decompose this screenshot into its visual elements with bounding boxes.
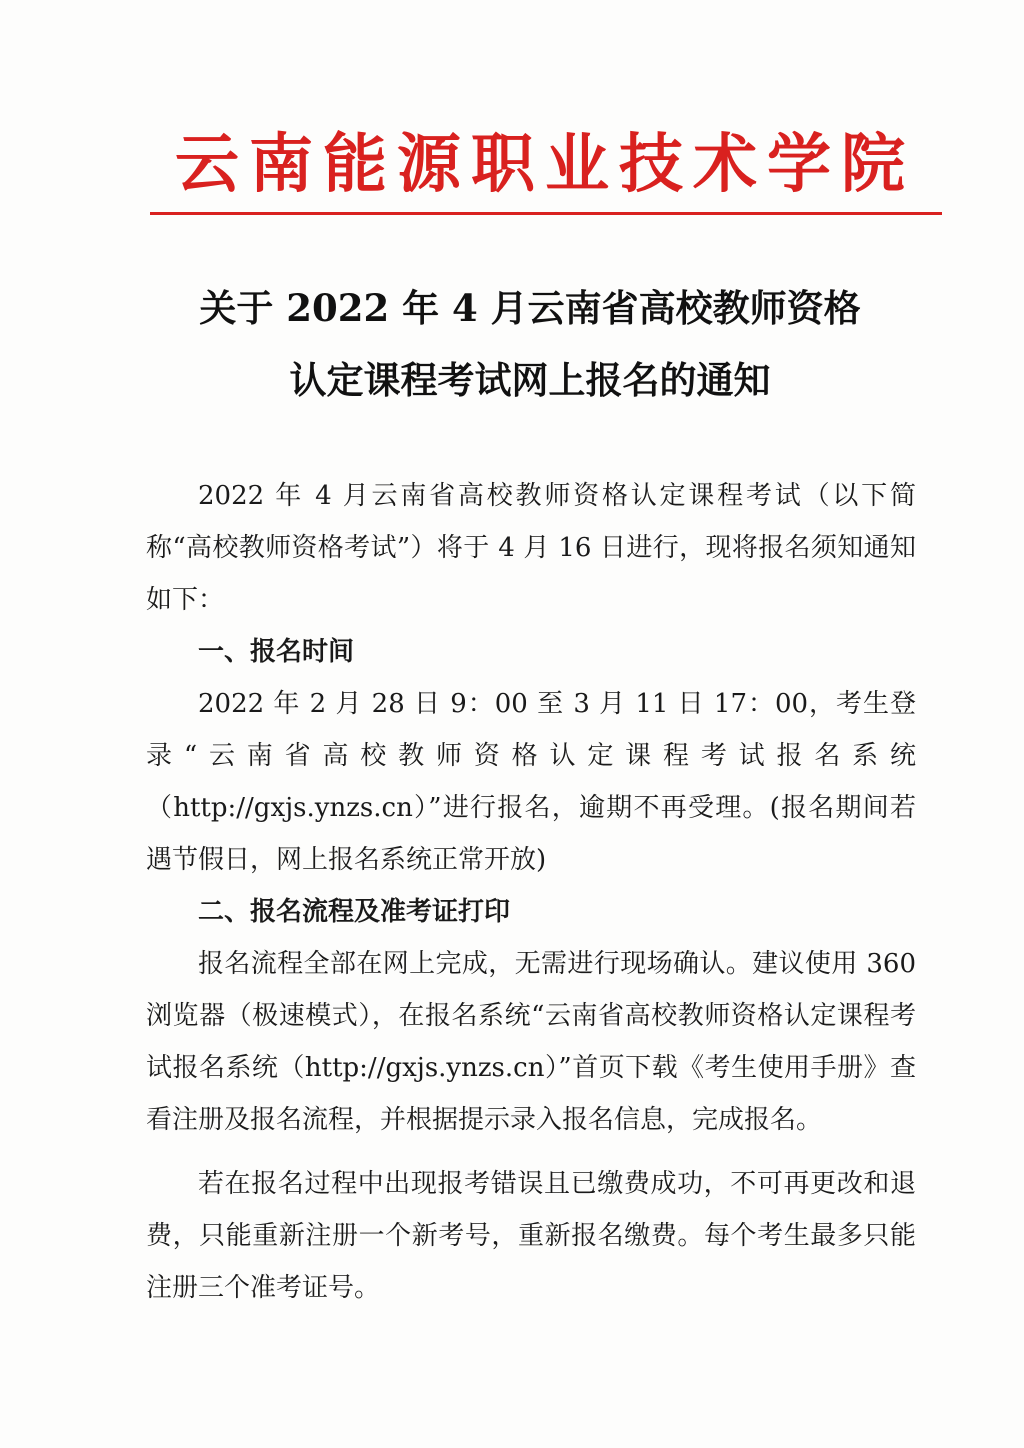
document-title-line-2: 认定课程考试网上报名的通知 (289, 358, 771, 402)
section-1-paragraph: 2022 年 2 月 28 日 9：00 至 3 月 11 日 17：00，考生登录“云南省高校教师资格认定课程考试报名系统（http://gxjs.ynzs.cn）”进行报名，逾期不再受理。(报名期间若遇节假日，网上报名系统正常开放) (146, 689, 916, 875)
paragraph-gap (146, 1146, 916, 1158)
section-2-paragraph-1: 报名流程全部在网上完成，无需进行现场确认。建议使用 360 浏览器（极速模式），在报名系统“云南省高校教师资格认定课程考试报名系统（http://gxjs.ynzs.cn）”首页下载《考生使用手册》查看注册及报名流程，并根据提示录入报名信息，完成报名。 (146, 949, 916, 1135)
letterhead-institution-name: 云南能源职业技术学院 (175, 127, 915, 202)
document-body (146, 470, 916, 1314)
document-title-line-1: 关于 2022 年 4 月云南省高校教师资格 (199, 286, 861, 330)
section-2-heading: 二、报名流程及准考证打印 (198, 897, 511, 927)
letterhead-red-rule (150, 212, 942, 215)
intro-paragraph: 2022 年 4 月云南省高校教师资格认定课程考试（以下简称“高校教师资格考试”）将于 4 月 16 日进行，现将报名须知通知如下： (146, 481, 916, 615)
section-2-paragraph-2: 若在报名过程中出现报考错误且已缴费成功，不可再更改和退费，只能重新注册一个新考号，重新报名缴费。每个考生最多只能注册三个准考证号。 (146, 1169, 916, 1303)
section-1-heading: 一、报名时间 (198, 637, 355, 667)
